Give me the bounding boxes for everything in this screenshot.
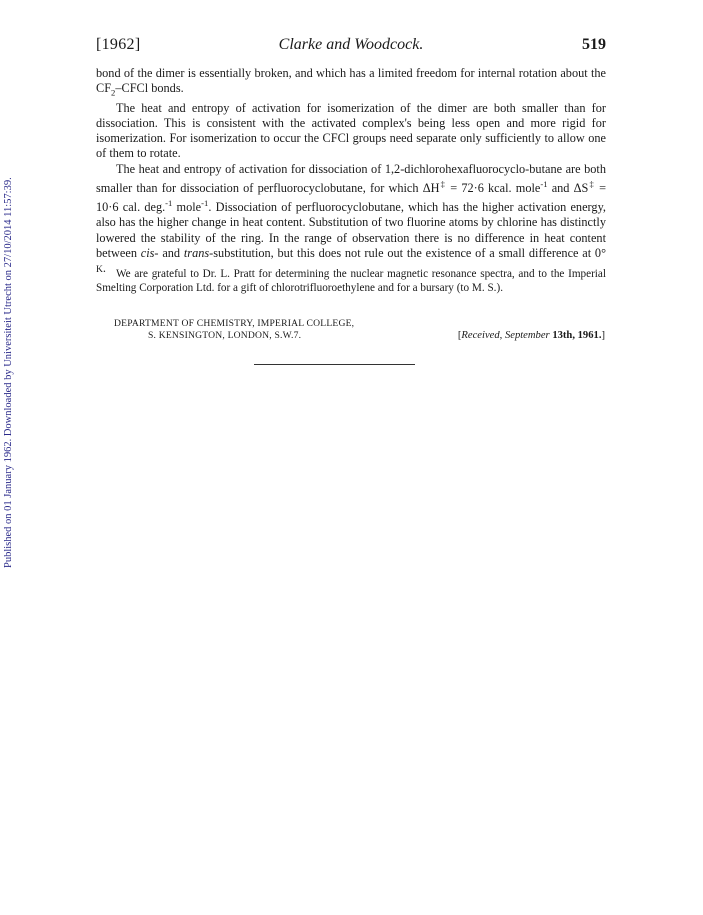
received-date bbox=[458, 330, 605, 341]
received-open-bracket: [ bbox=[457, 330, 462, 341]
p3-exponent-3: -1 bbox=[201, 198, 209, 209]
paragraph-1-subscript: 2 bbox=[111, 87, 116, 98]
header-authors: Clarke and Woodcock. bbox=[278, 36, 424, 53]
p3-trans: trans bbox=[183, 245, 210, 260]
p3-text-e: mole bbox=[172, 200, 202, 215]
running-head bbox=[96, 36, 606, 58]
acknowledgement: We are grateful to Dr. L. Pratt for determining the nuclear magnetic resonance spectra, and to the Imperial Smelting Corporation Ltd. for a gift of chlorotrifluoroethylene and for a bursary (to M. S.). bbox=[96, 268, 606, 294]
p3-text-f: . Dissociation of perfluorocyclobutane, which has the higher activation energy, also has the higher change in heat content. Substitution of two fluorine atoms by chlorine has distinctly lowered the stability of the ring. In the range of observation there is no difference in heat content between bbox=[96, 200, 606, 260]
p3-text-d: = 10·6 cal. deg. bbox=[96, 180, 607, 215]
p3-text-h: -substitution, but this does not rule out the existence of a small difference at 0° bbox=[209, 245, 606, 260]
paragraph-1 bbox=[96, 66, 606, 101]
p3-text-a: The heat and entropy of activation for dissociation of 1,2-dichlorohexafluorocyclo-butane are both smaller than for dissociation of perfluorocyclobutane, for which ΔH bbox=[96, 161, 606, 195]
paragraph-2: The heat and entropy of activation for isomerization of the dimer are both smaller than for dissociation. This is consistent with the activated complex's being less open and more rigid for isomerization. For isomerization to occur the CFCl groups need separate only sufficiently to allow one of them to rotate. bbox=[96, 100, 606, 161]
paragraph-1-end: –CFCl bonds. bbox=[115, 81, 184, 96]
end-rule bbox=[254, 364, 415, 365]
received-label: Received, September bbox=[461, 330, 553, 341]
download-notice-sidebar bbox=[1, 160, 17, 570]
p3-exponent-1: -1 bbox=[540, 178, 548, 189]
p3-kelvin-unit: K bbox=[96, 264, 103, 276]
paragraph-3 bbox=[96, 162, 606, 278]
header-year: [1962] bbox=[96, 36, 141, 53]
received-day: 13th bbox=[552, 330, 573, 341]
affiliation-line-1: DEPARTMENT OF CHEMISTRY, IMPERIAL COLLEGE, bbox=[114, 318, 355, 329]
received-year: , 1961. bbox=[572, 330, 602, 341]
p3-cis: cis- bbox=[140, 245, 159, 260]
header-page-number: 519 bbox=[582, 36, 606, 53]
p3-end: . bbox=[102, 261, 106, 276]
article-body bbox=[96, 66, 606, 277]
p3-double-dagger-1: ‡ bbox=[439, 178, 447, 189]
affiliation bbox=[114, 318, 414, 343]
received-close-bracket: ] bbox=[601, 330, 605, 341]
p3-text-g: and bbox=[158, 245, 184, 260]
paragraph-1-text: bond of the dimer is essentially broken, and which has a limited freedom for internal rotation about the CF bbox=[96, 66, 606, 96]
affiliation-line-2: S. KENSINGTON, LONDON, S.W.7. bbox=[148, 330, 302, 342]
download-notice-text: Published on 01 January 1962. Downloaded by Universiteit Utrecht on 27/10/2014 11:57:39. bbox=[3, 177, 14, 568]
p3-exponent-2: -1 bbox=[165, 198, 173, 209]
p3-text-b: = 72·6 kcal. mole bbox=[446, 180, 541, 195]
p3-double-dagger-2: ‡ bbox=[588, 178, 595, 189]
p3-text-c: and ΔS bbox=[547, 180, 589, 195]
